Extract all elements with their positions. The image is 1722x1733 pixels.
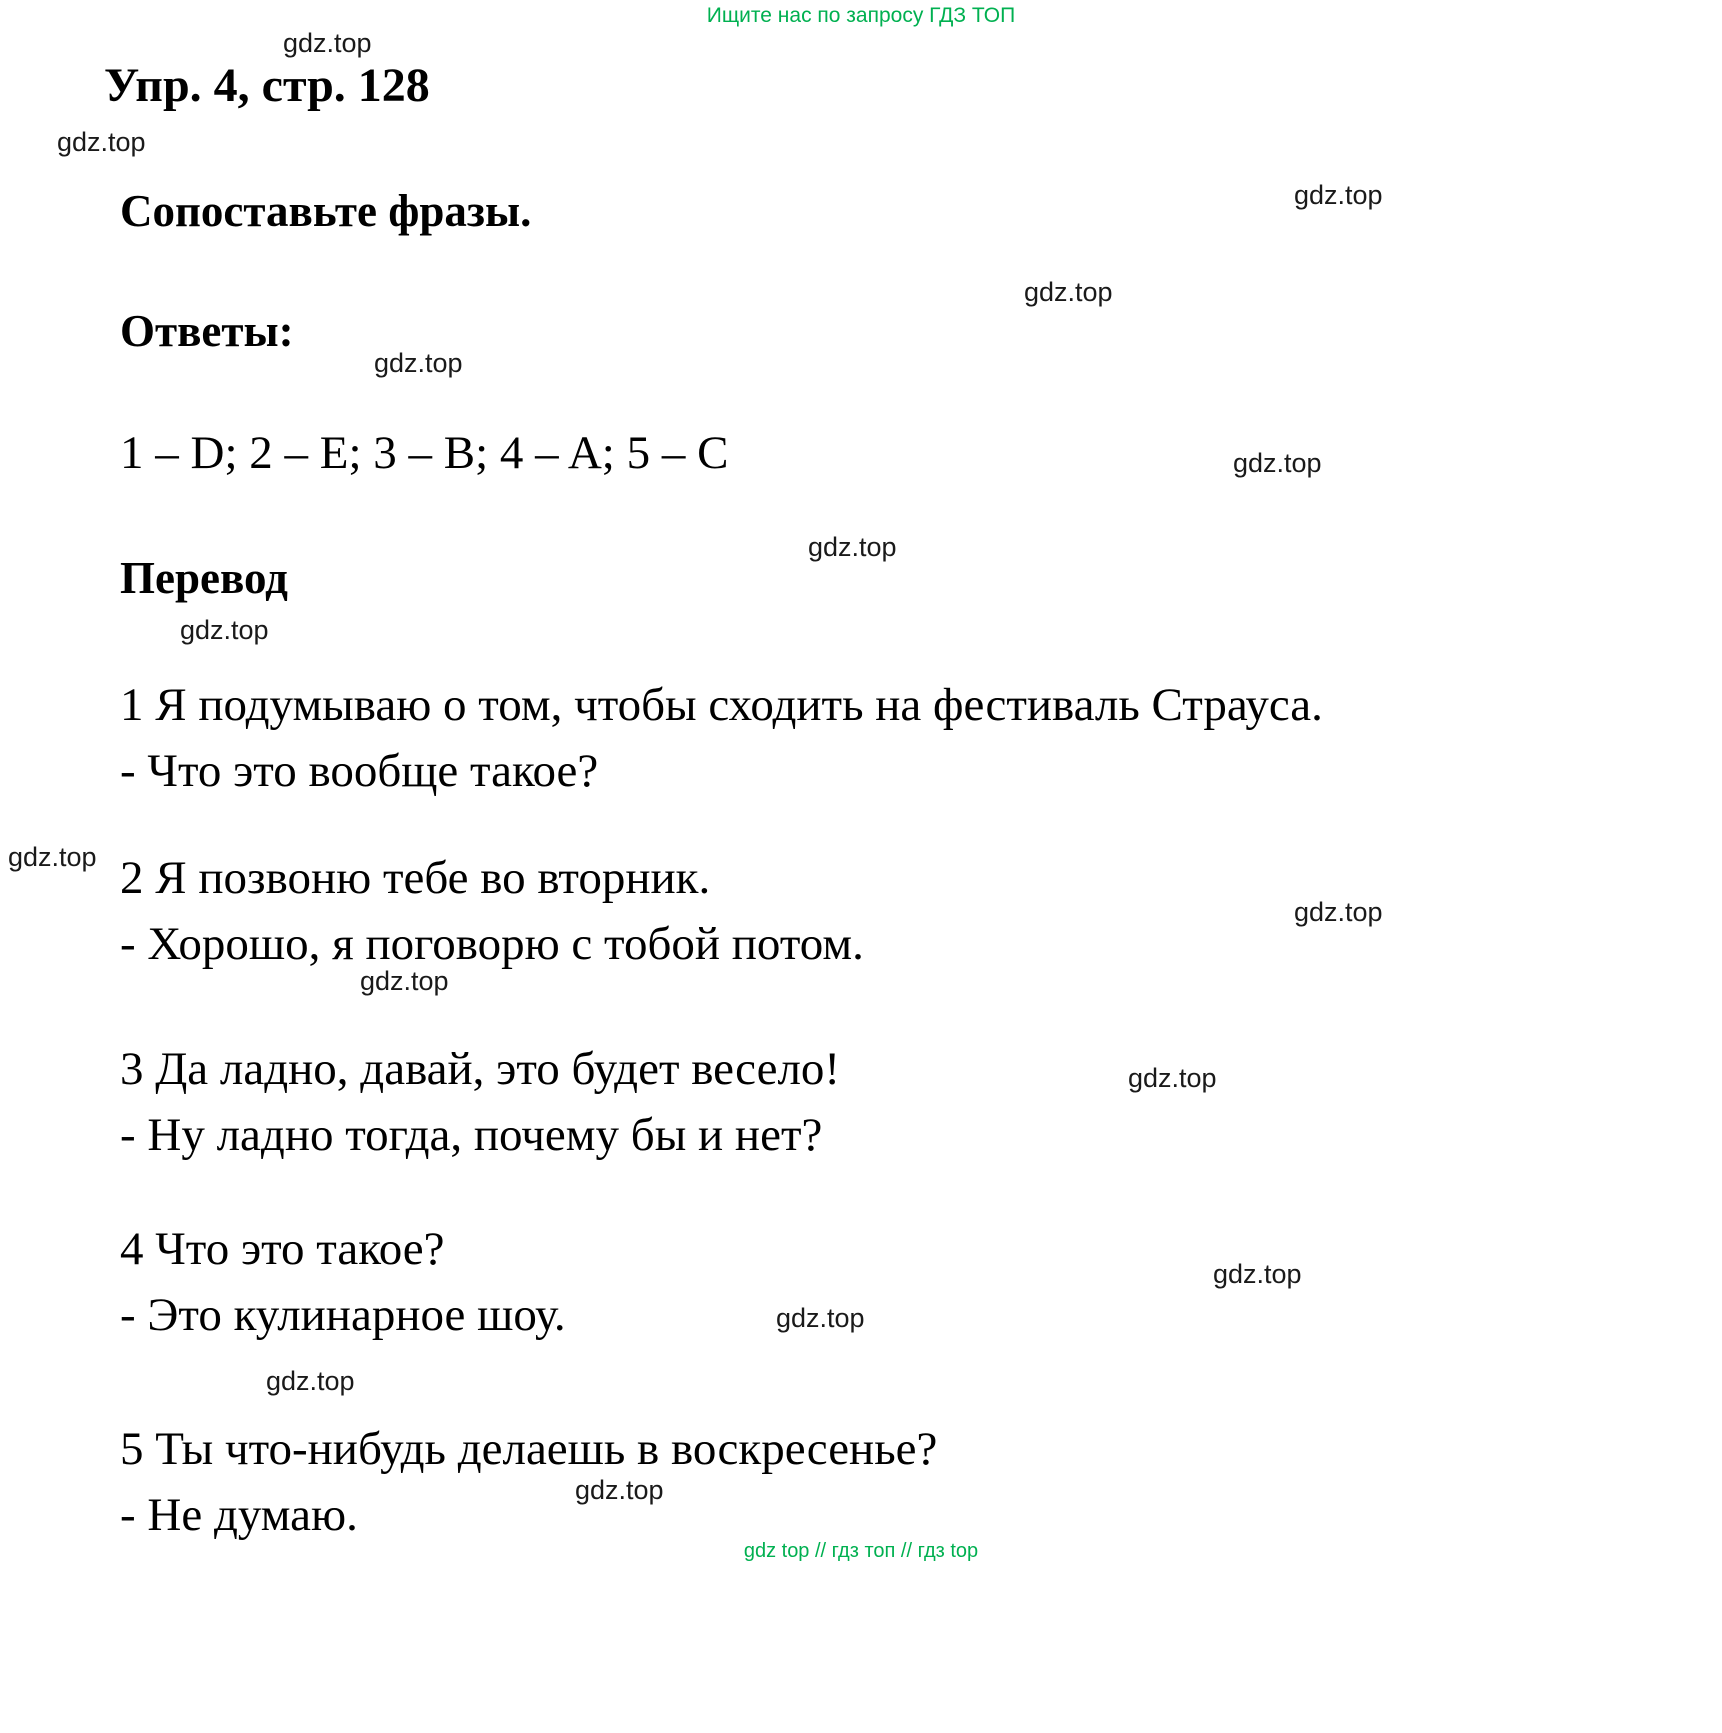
watermark: gdz.top	[360, 966, 449, 996]
footer-links[interactable]: gdz top // гдз топ // гдз top	[743, 1540, 979, 1562]
task-heading: Сопоставьте фразы.	[120, 186, 532, 236]
translation-line-1: 1 Я подумываю о том, чтобы сходить на фестиваль Страуса.	[120, 679, 1323, 731]
watermark: gdz.top	[1233, 448, 1322, 478]
watermark: gdz.top	[8, 842, 97, 872]
translation-line-2: - Ну ладно тогда, почему бы и нет?	[120, 1109, 823, 1161]
translation-line-2: - Не думаю.	[120, 1489, 358, 1541]
watermark: gdz.top	[776, 1303, 865, 1333]
promo-banner: Ищите нас по запросу ГДЗ ТОП	[706, 4, 1016, 27]
watermark: gdz.top	[1294, 897, 1383, 927]
answers-line: 1 – D; 2 – E; 3 – B; 4 – A; 5 – C	[120, 427, 729, 479]
translation-line-1: 3 Да ладно, давай, это будет весело!	[120, 1043, 841, 1095]
watermark: gdz.top	[575, 1475, 664, 1505]
translation-line-1: 5 Ты что-нибудь делаешь в воскресенье?	[120, 1423, 938, 1475]
translation-item	[120, 1036, 840, 1168]
translation-item	[120, 1216, 566, 1348]
watermark: gdz.top	[57, 127, 146, 157]
exercise-title: Упр. 4, стр. 128	[104, 59, 430, 112]
watermark: gdz.top	[1294, 180, 1383, 210]
watermark: gdz.top	[808, 532, 897, 562]
translation-item	[120, 845, 864, 977]
translation-item	[120, 672, 1323, 804]
translation-line-2: - Это кулинарное шоу.	[120, 1289, 566, 1341]
translation-heading: Перевод	[120, 553, 288, 603]
watermark: gdz.top	[283, 28, 372, 58]
translation-line-1: 4 Что это такое?	[120, 1223, 445, 1275]
watermark: gdz.top	[266, 1366, 355, 1396]
watermark: gdz.top	[1024, 277, 1113, 307]
translation-line-2: - Хорошо, я поговорю с тобой потом.	[120, 918, 864, 970]
translation-line-2: - Что это вообще такое?	[120, 745, 599, 797]
watermark: gdz.top	[374, 348, 463, 378]
answers-heading: Ответы:	[120, 306, 294, 356]
translation-line-1: 2 Я позвоню тебе во вторник.	[120, 852, 711, 904]
watermark: gdz.top	[1128, 1063, 1217, 1093]
watermark: gdz.top	[1213, 1259, 1302, 1289]
watermark: gdz.top	[180, 615, 269, 645]
translation-item	[120, 1416, 937, 1548]
